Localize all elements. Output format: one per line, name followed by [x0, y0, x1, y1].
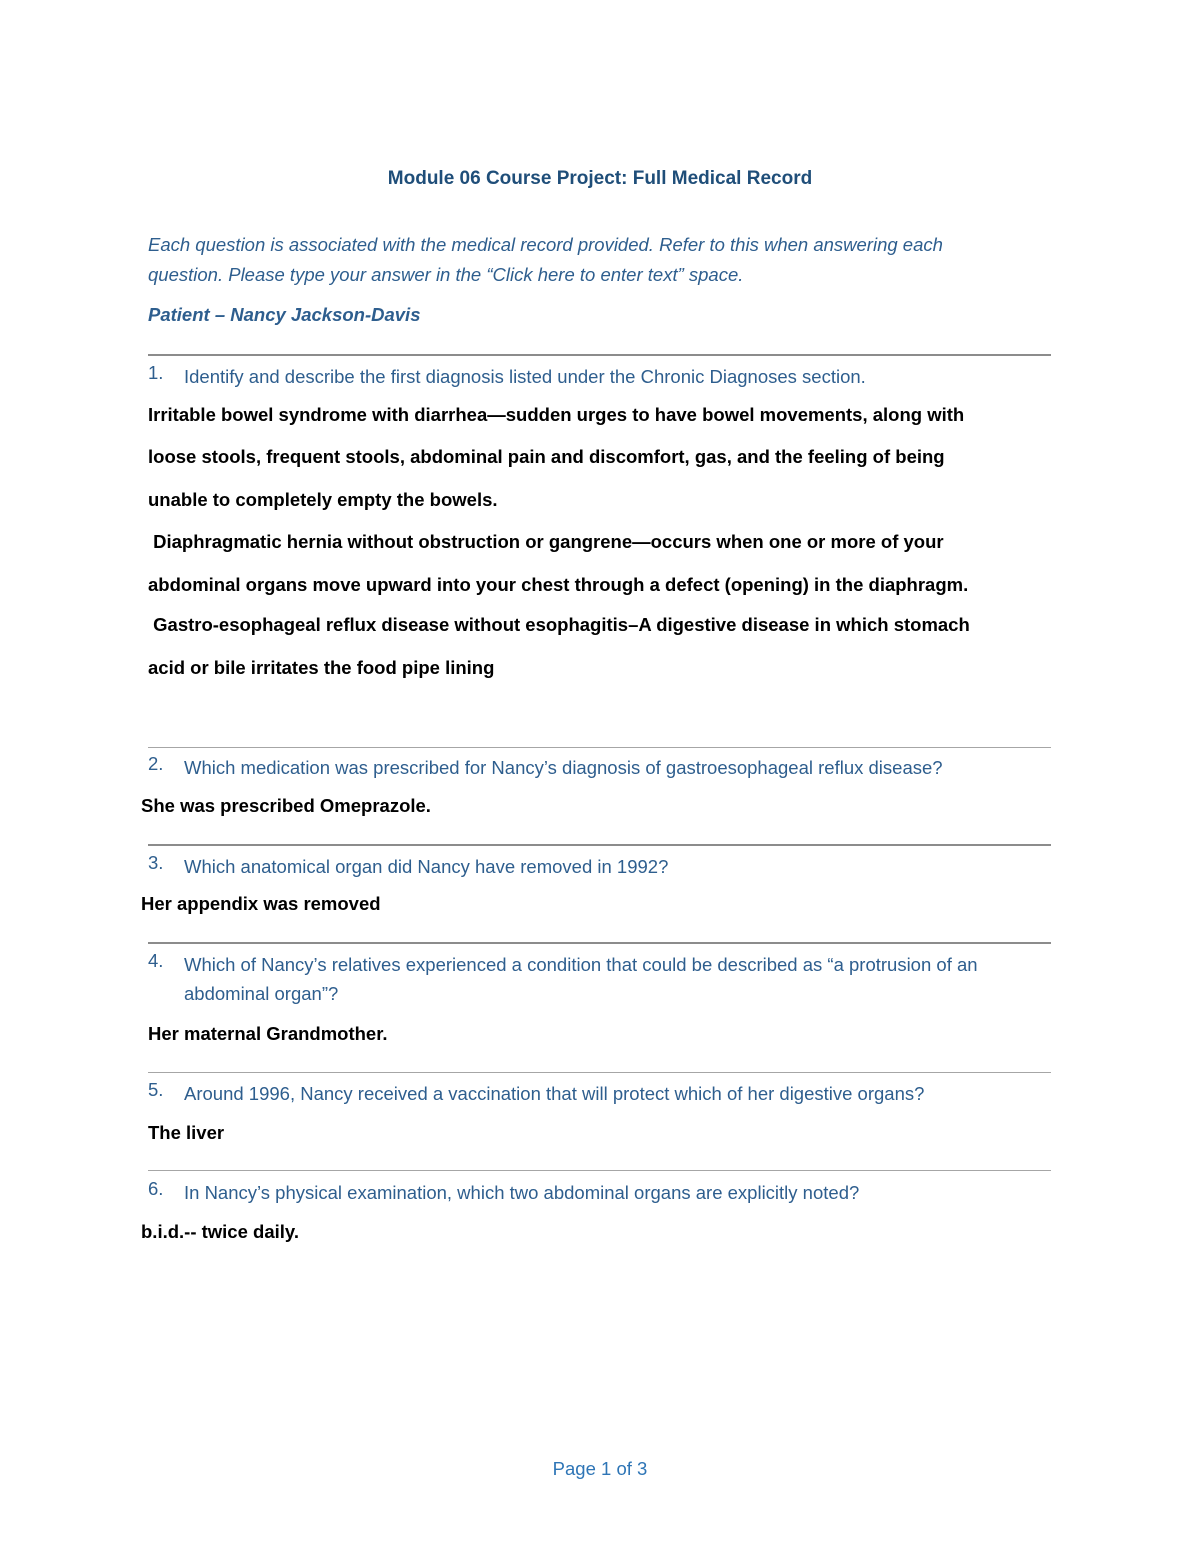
- question-divider: [148, 1072, 1051, 1073]
- question-divider: [148, 354, 1051, 356]
- answer-line: Diaphragmatic hernia without obstruction or gangrene—occurs when one or more of your: [148, 531, 944, 552]
- answer-text: b.i.d.-- twice daily.: [141, 1221, 299, 1242]
- question-text: Which anatomical organ did Nancy have removed in 1992?: [184, 856, 669, 877]
- question-number: 5.: [148, 1079, 164, 1100]
- answer-text: She was prescribed Omeprazole.: [141, 795, 431, 816]
- question-divider: [148, 1170, 1051, 1171]
- question-text: Around 1996, Nancy received a vaccination that will protect which of her digestive organs?: [184, 1083, 925, 1104]
- question-divider: [148, 747, 1051, 748]
- answer-line: loose stools, frequent stools, abdominal pain and discomfort, gas, and the feeling of being: [148, 446, 945, 467]
- question-number: 3.: [148, 852, 164, 873]
- question-divider: [148, 844, 1051, 846]
- question-text: In Nancy’s physical examination, which two abdominal organs are explicitly noted?: [184, 1182, 860, 1203]
- question-number: 2.: [148, 753, 164, 774]
- answer-text: The liver: [148, 1122, 225, 1143]
- intro-line-2: question. Please type your answer in the “Click here to enter text” space.: [148, 264, 744, 285]
- question-text: Which medication was prescribed for Nancy’s diagnosis of gastroesophageal reflux disease?: [184, 757, 943, 778]
- question-number: 4.: [148, 950, 164, 971]
- answer-line: Irritable bowel syndrome with diarrhea—sudden urges to have bowel movements, along with: [148, 404, 965, 425]
- question-text: Which of Nancy’s relatives experienced a condition that could be described as “a protrusion of an abdominal organ”?: [184, 954, 978, 1004]
- patient-name: Patient – Nancy Jackson-Davis: [148, 304, 421, 325]
- page-number: Page 1 of 3: [552, 1458, 648, 1479]
- intro-line-1: Each question is associated with the medical record provided. Refer to this when answering each: [148, 234, 943, 255]
- answer-text: Her maternal Grandmother.: [148, 1023, 388, 1044]
- question-number: 1.: [148, 362, 164, 383]
- answer-line: abdominal organs move upward into your chest through a defect (opening) in the diaphragm.: [148, 574, 969, 595]
- answer-line: acid or bile irritates the food pipe lining: [148, 657, 495, 678]
- answer-line: Gastro-esophageal reflux disease without esophagitis–A digestive disease in which stomach: [148, 614, 970, 635]
- question-text: Identify and describe the first diagnosis listed under the Chronic Diagnoses section.: [184, 366, 866, 387]
- question-number: 6.: [148, 1178, 164, 1199]
- document-title: Module 06 Course Project: Full Medical Record: [387, 168, 813, 189]
- answer-line: unable to completely empty the bowels.: [148, 489, 498, 510]
- question-divider: [148, 942, 1051, 944]
- answer-text: Her appendix was removed: [141, 893, 381, 914]
